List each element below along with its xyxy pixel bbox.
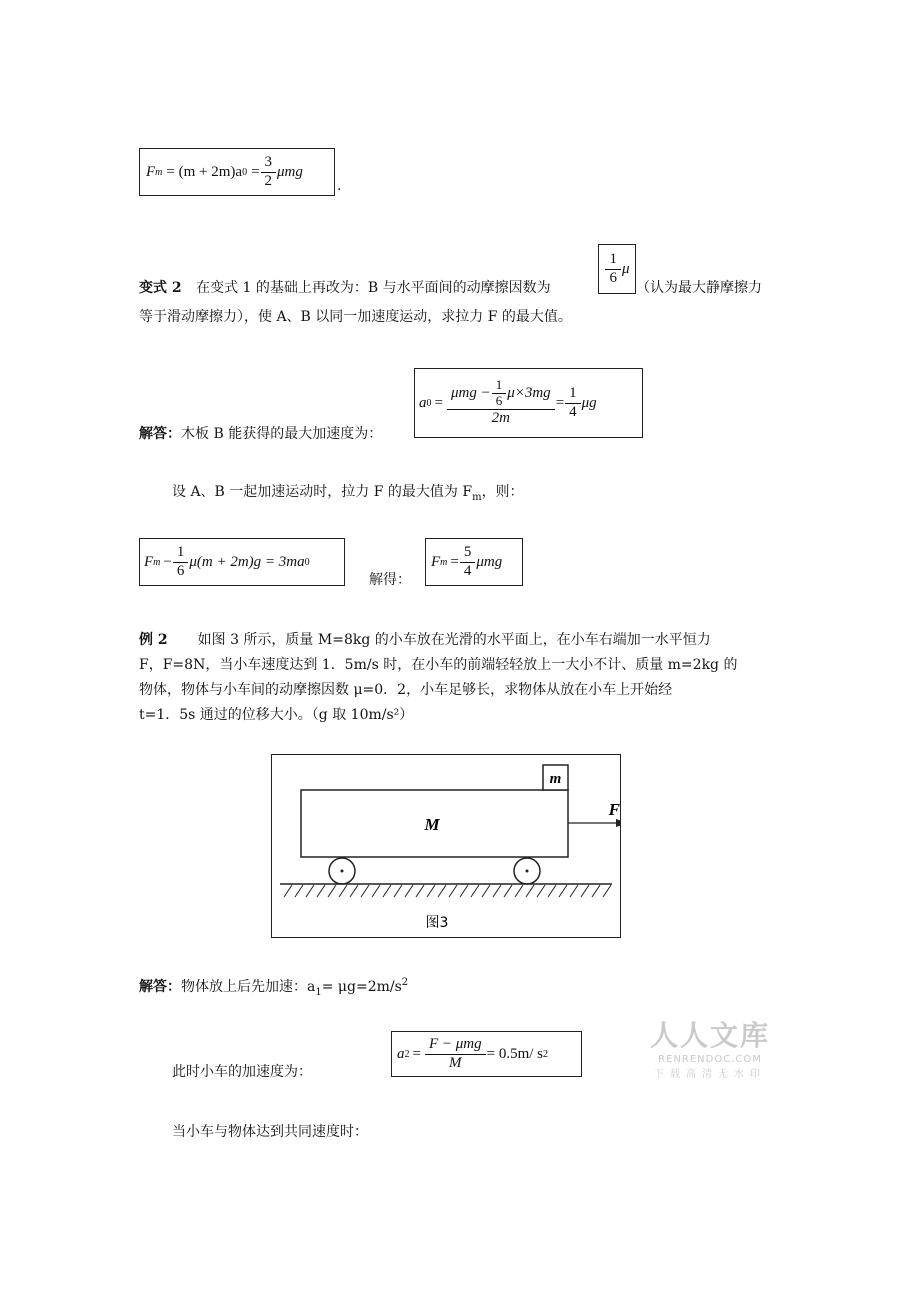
example2-line1: 例 2 如图 3 所示，质量 M=8kg 的小车放在光滑的水平面上，在小车右端加一水平恒力 <box>139 632 711 648</box>
hatch-stroke <box>449 885 457 897</box>
block-label: m <box>549 771 562 787</box>
formula-box-1 <box>139 148 335 196</box>
ground-hatching <box>284 885 611 897</box>
f2-main-fraction: μmg − $\frac{1}{6}$ μ×3mg 2m <box>449 378 553 427</box>
variant2-mu-box: $\frac{1}{6}$ μ <box>598 244 636 294</box>
hatch-stroke <box>537 885 545 897</box>
hatch-stroke <box>482 885 490 897</box>
hatch-stroke <box>416 885 424 897</box>
example2-line2: F，F=8N，当小车速度达到 1．5m/s 时，在小车的前端轻轻放上一大小不计、质量 m=2kg 的 <box>139 657 738 673</box>
variant2-line1 <box>139 276 551 301</box>
solution1-label: 解答： <box>139 426 181 442</box>
hatch-stroke <box>405 885 413 897</box>
hatch-stroke <box>317 885 325 897</box>
f1-tail: μmg <box>277 163 303 180</box>
hatch-stroke <box>427 885 435 897</box>
f1-middle-sub: 0 <box>242 166 248 178</box>
cart-label: M <box>424 815 440 834</box>
watermark-tagline: 下载高清无水印 <box>654 1069 766 1080</box>
hatch-stroke <box>372 885 380 897</box>
hatch-stroke <box>460 885 468 897</box>
variant2-text-b: （认为最大静摩擦力 <box>636 280 762 296</box>
setup-line: 设 A、B 一起加速运动时，拉力 F 的最大值为 $F_m$，则： <box>172 484 524 503</box>
formula-box-2: a 0 = μmg − $\frac{1}{6}$ μ×3mg 2m = $\frac{1}{4}$ μg <box>414 368 643 438</box>
f1-eq: = <box>251 163 260 180</box>
accel-line: 此时小车的加速度为： <box>172 1064 312 1080</box>
hatch-stroke <box>438 885 446 897</box>
hatch-stroke <box>603 885 611 897</box>
hatch-stroke <box>394 885 402 897</box>
watermark-title: 人人文库 <box>649 1019 770 1052</box>
hatch-stroke <box>493 885 501 897</box>
hatch-stroke <box>328 885 336 897</box>
watermark <box>648 1014 772 1080</box>
hatch-stroke <box>592 885 600 897</box>
hatch-stroke <box>339 885 347 897</box>
force-arrowhead <box>616 819 620 827</box>
hatch-stroke <box>570 885 578 897</box>
variant2-text-a: 在变式 1 的基础上再改为：B 与水平面间的动摩擦因数为 <box>196 280 551 296</box>
common-speed-line: 当小车与物体达到共同速度时： <box>172 1124 368 1140</box>
solution2-line: 解答：物体放上后先加速：$a_1= \mu g=2m/s^2$ <box>139 977 409 998</box>
hatch-stroke <box>515 885 523 897</box>
f1-lhs-sub: m <box>155 166 163 178</box>
f1-lhs: F <box>146 163 156 180</box>
force-label: F <box>608 800 620 819</box>
solution1-line <box>139 422 382 447</box>
f1-period: . <box>337 178 342 194</box>
solution2-label: 解答： <box>139 979 181 995</box>
hatch-stroke <box>581 885 589 897</box>
hatch-stroke <box>361 885 369 897</box>
solve-label: 解得： <box>369 572 411 588</box>
figure-caption: 图3 <box>425 915 449 931</box>
hatch-stroke <box>295 885 303 897</box>
hatch-stroke <box>526 885 534 897</box>
cart-diagram <box>272 755 620 937</box>
f1-middle: = (m + 2m)a <box>166 163 243 180</box>
example2-line4: t=1．5s 通过的位移大小。（g 取 10m/s²） <box>139 707 414 723</box>
solution1-text: 木板 B 能获得的最大加速度为： <box>181 426 383 442</box>
watermark-site: RENRENDOC.COM <box>658 1054 762 1065</box>
hatch-stroke <box>559 885 567 897</box>
hatch-stroke <box>350 885 358 897</box>
formula-box-4: F m = $\frac{5}{4}$ μmg <box>425 538 523 586</box>
figure-3 <box>271 754 621 938</box>
example2-label: 例 2 <box>139 632 168 648</box>
hatch-stroke <box>284 885 292 897</box>
hatch-stroke <box>471 885 479 897</box>
variant2-label: 变式 2 <box>139 280 182 296</box>
example2-line3: 物体，物体与小车间的动摩擦因数 μ=0．2，小车足够长，求物体从放在小车上开始经 <box>139 682 673 698</box>
hatch-stroke <box>306 885 314 897</box>
formula-box-3: F m − $\frac{1}{6}$ μ(m + 2m)g = 3ma 0 <box>139 538 345 586</box>
formula-box-5: a 2 = $\frac{\text{F − μmg}}{M}$ = 0.5m/ s 2 <box>391 1031 582 1077</box>
hatch-stroke <box>383 885 391 897</box>
variant2-line2: 等于滑动摩擦力），使 A、B 以同一加速度运动，求拉力 F 的最大值。 <box>139 309 572 325</box>
f1-fraction: $\frac{3}{2}$ <box>263 154 275 190</box>
hatch-stroke <box>504 885 512 897</box>
hatch-stroke <box>548 885 556 897</box>
